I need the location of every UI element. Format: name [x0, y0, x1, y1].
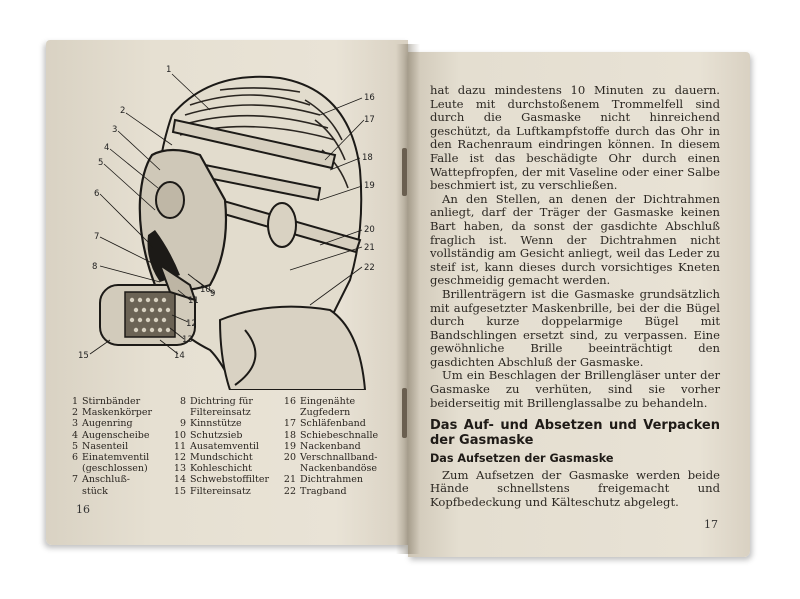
callout-5: 5 — [98, 158, 104, 168]
legend-item: 14 Schwebstoffilter — [173, 474, 270, 486]
legend-item: 1 Stirnbänder — [71, 396, 141, 407]
legend-item: Nackenbandöse — [300, 463, 377, 475]
paragraph-3: Brillenträgern ist die Gasmaske grundsätzlich mit aufgesetzter Maskenbrille, bei der die Bügel durch kurze doppelarmige Bügel mit Bandschlingen ersetzt sind, zu verpassen. Eine gewöhnliche Brille beeinträchtigt den gasdichten Abschluß der Gasmaske. — [430, 286, 720, 369]
callout-13: 13 — [182, 335, 193, 345]
callout-8: 8 — [92, 262, 98, 272]
ear — [268, 203, 296, 247]
legend-item: 3 Augenring — [71, 418, 133, 430]
callout-12: 12 — [186, 319, 197, 329]
section-heading: Das Auf- und Absetzen und Verpacken der Gasmaske — [430, 418, 720, 449]
page-number-right: 17 — [704, 518, 718, 531]
callout-2: 2 — [120, 106, 126, 116]
legend-item: Zugfedern — [300, 407, 351, 419]
legend-item: 20 Verschnallband- — [283, 452, 378, 464]
legend-item: 10 Schutzsieb — [173, 429, 243, 441]
legend-item: 7 Anschluß- — [71, 474, 131, 486]
callout-6: 6 — [94, 189, 100, 199]
subsection-heading: Das Aufsetzen der Gasmaske — [430, 452, 614, 466]
legend-item: 2 Maskenkörper — [71, 407, 153, 419]
callout-19: 19 — [364, 181, 375, 191]
paragraph-4: Um ein Beschlagen der Brillengläser unter der Gasmaske zu verhüten, sind sie vorher beiderseitig mit Brillenglassalbe zu behandeln. — [430, 368, 720, 410]
legend-item: stück — [82, 485, 108, 497]
callout-7: 7 — [94, 232, 100, 242]
callout-22: 22 — [364, 263, 375, 273]
legend-item: 4 Augenscheibe — [71, 429, 150, 441]
callout-14: 14 — [174, 351, 185, 361]
legend-item: 21 Dichtrahmen — [283, 474, 363, 486]
callout-11: 11 — [188, 296, 199, 306]
legend-item: 15 Filtereinsatz — [173, 485, 251, 497]
paragraph-1: hat dazu mindestens 10 Minuten zu dauern. Leute mit durchstoßenem Trommelfell sind durch die Gasmaske nicht hinreichend geschützt, da Luftkampfstoffe durch das Ohr in den Rachenraum eindringen können. In diesem Falle ist das beschädigte Ohr durch einen Wattepfropfen, der mit Vaseline oder einer Salbe beschmiert ist, zu verschließen. — [430, 83, 720, 193]
staple-top — [402, 148, 407, 196]
callout-16: 16 — [364, 93, 375, 103]
legend-item: 9 Kinnstütze — [179, 418, 242, 430]
legend-item: 13 Kohleschicht — [173, 463, 252, 475]
callout-4: 4 — [104, 143, 110, 153]
callout-1: 1 — [166, 65, 172, 75]
legend-item: 22 Tragband — [283, 485, 347, 497]
callout-15: 15 — [78, 351, 89, 361]
legend-column-2 — [172, 396, 282, 497]
paragraph-2: An den Stellen, an denen der Dichtrahmen anliegt, darf der Träger der Gasmaske keinen Bart haben, da sonst der gasdichte Abschluß fraglich ist. Wenn der Dichtrahmen nicht vollständig am Gesicht anliegt, weil das Leder zu steif ist, kann dieses durch vorsichtiges Kneten geschmeidig gemacht werden. — [430, 191, 720, 288]
legend-column-1 — [64, 396, 164, 497]
legend-item: 18 Schiebeschnalle — [283, 429, 379, 441]
legend-item: 11 Ausatemventil — [173, 440, 259, 452]
staple-bottom — [402, 388, 407, 438]
callout-9: 9 — [210, 289, 216, 299]
right-page-text — [430, 84, 720, 510]
legend-item: 17 Schläfenband — [283, 418, 366, 430]
legend-item: 5 Nasenteil — [71, 440, 129, 452]
legend-item: 6 Einatemventil — [71, 452, 150, 464]
shoulder — [220, 307, 365, 390]
eyepiece — [156, 182, 184, 218]
callout-21: 21 — [364, 243, 375, 253]
gas-mask-illustration — [60, 60, 400, 390]
legend-item: 12 Mundschicht — [173, 452, 253, 464]
legend-item: 8 Dichtring für — [179, 396, 253, 407]
legend-item: 19 Nackenband — [283, 440, 361, 452]
callout-20: 20 — [364, 225, 375, 235]
page-number-left: 16 — [76, 503, 90, 516]
callout-3: 3 — [112, 125, 118, 135]
callout-17: 17 — [364, 115, 375, 125]
callout-10: 10 — [200, 285, 211, 295]
legend-column-3 — [282, 396, 400, 497]
legend-item: Filtereinsatz — [190, 407, 251, 419]
callout-18: 18 — [362, 153, 373, 163]
legend-item: 16 Eingenähte — [283, 396, 356, 407]
paragraph-5: Zum Aufsetzen der Gasmaske werden beide Hände schnellstens freigemacht und Kopfbedeckung und Kälteschutz abgelegt. — [430, 467, 720, 510]
legend-item: (geschlossen) — [82, 463, 148, 475]
